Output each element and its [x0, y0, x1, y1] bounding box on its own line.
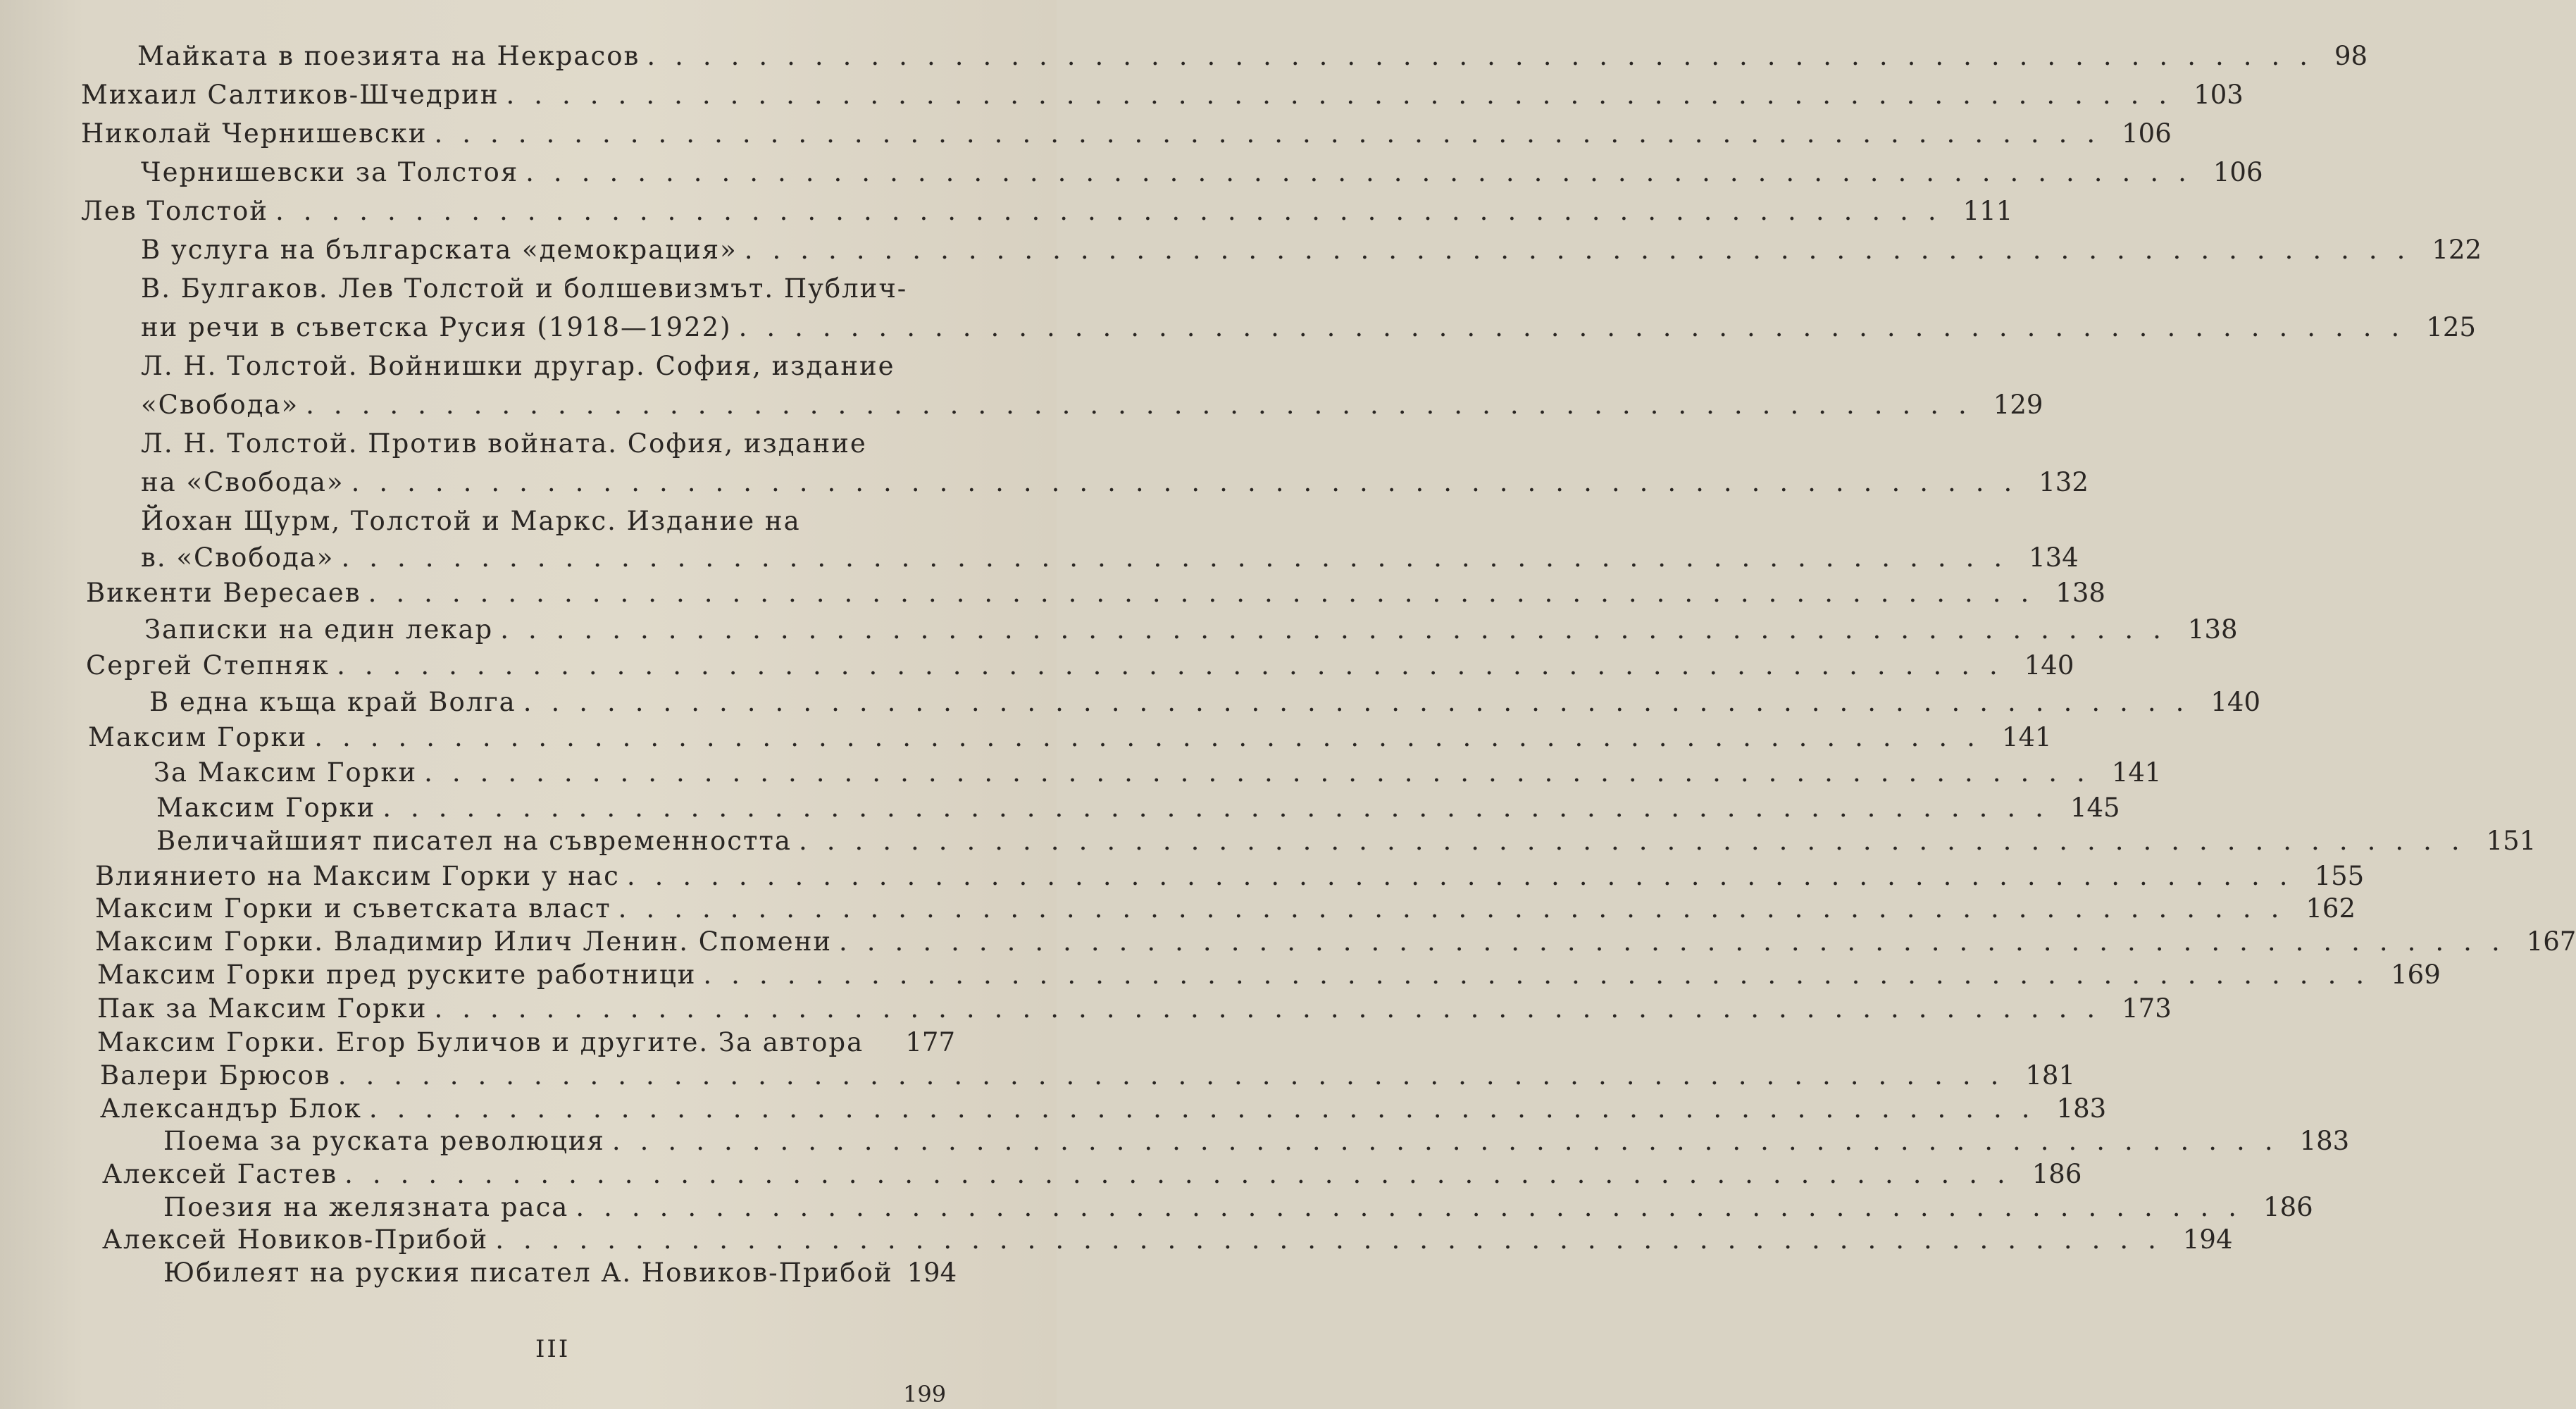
- dot-leader: ............................................................: [314, 722, 1995, 752]
- toc-entry-title: Л. Н. Толстой. Войнишки другар. София, издание: [141, 351, 895, 381]
- toc-entry-title: Максим Горки. Егор Буличов и другите. За автора: [97, 1027, 864, 1057]
- toc-entry-page: 129: [1993, 390, 2043, 420]
- toc-entry-title: Валери Брюсов: [100, 1060, 331, 1091]
- toc-entry: [141, 467, 2089, 504]
- dot-leader: ............................................................: [798, 826, 2479, 856]
- dot-leader: ............................................................: [341, 542, 2022, 573]
- toc-entry-title: «Свобода»: [141, 390, 299, 420]
- toc-entry: [95, 926, 2576, 963]
- toc-entry-page: 183: [2299, 1126, 2350, 1156]
- dot-leader: ............................................................: [500, 614, 2181, 645]
- toc-entry-page: 138: [2187, 614, 2238, 645]
- dot-leader: ............................................................: [611, 1126, 2293, 1156]
- toc-entry-page: 140: [2024, 650, 2074, 681]
- toc-entry: [163, 1126, 2350, 1162]
- toc-entry-page: 111: [1962, 196, 2013, 226]
- toc-entry-page: 141: [2001, 722, 2052, 752]
- toc-entry-page: 141: [2111, 757, 2162, 788]
- toc-entry-title: Йохан Щурм, Толстой и Маркс. Издание на: [141, 506, 801, 536]
- toc-entry: [100, 1060, 2075, 1097]
- toc-entry-page: 181: [2025, 1060, 2075, 1091]
- toc-entry-title: В една къща край Волга: [149, 687, 516, 717]
- toc-entry: [154, 757, 2162, 794]
- toc-entry-page: 155: [2314, 861, 2365, 891]
- toc-entry-page: 98: [2334, 41, 2368, 71]
- toc-entry: [95, 893, 2356, 930]
- toc-entry-title: Алексей Новиков-Прибой: [102, 1224, 489, 1255]
- toc-entry-title: Сергей Степняк: [86, 650, 330, 681]
- toc-entry-title: Поезия на желязната раса: [163, 1192, 569, 1222]
- toc-entry-title: Майката в поезията на Некрасов: [137, 41, 640, 71]
- dot-leader: ............................................................: [525, 157, 2206, 187]
- toc-entry: [97, 960, 2441, 996]
- toc-entry-page: 106: [2122, 118, 2172, 149]
- toc-entry-title: Л. Н. Толстой. Против войната. София, издание: [141, 428, 867, 459]
- dot-leader: ............................................................: [368, 1093, 2050, 1124]
- toc-entry-title: За Максим Горки: [154, 757, 418, 788]
- toc-entry: [137, 41, 2368, 77]
- dot-leader: ............................................................: [351, 467, 2032, 497]
- toc-entry: [141, 351, 895, 387]
- toc-entry-page: 132: [2039, 467, 2089, 497]
- toc-entry-title: Викенти Вересаев: [86, 578, 361, 608]
- dot-leader: ............................................................: [495, 1224, 2176, 1255]
- toc-entry-title: ни речи в съветска Русия (1918—1922): [141, 312, 732, 342]
- toc-entry-page: 173: [2122, 993, 2172, 1024]
- toc-entry: [141, 312, 2476, 349]
- toc-entry: [141, 390, 2043, 426]
- toc-entry-title: Записки на един лекар: [144, 614, 494, 645]
- toc-entry-page: 169: [2391, 960, 2441, 990]
- toc-entry-page: 134: [2029, 542, 2079, 573]
- toc-entry: [100, 1093, 2107, 1130]
- toc-entry-title: в. «Свобода»: [141, 542, 335, 573]
- toc-entry-title: Максим Горки. Владимир Илич Ленин. Спомени: [95, 926, 833, 957]
- toc-entry-title: Чернишевски за Толстоя: [141, 157, 519, 187]
- dot-leader: ............................................................: [337, 650, 2017, 681]
- toc-entry-page: 186: [2031, 1159, 2082, 1189]
- dot-leader: ............................................................: [626, 861, 2308, 891]
- toc-entry: [141, 235, 2482, 271]
- toc-entry-page: 106: [2213, 157, 2263, 187]
- dot-leader: ............................................................: [506, 80, 2187, 110]
- dot-leader: ............................................................: [647, 41, 2328, 71]
- toc-entry-page: 167: [2526, 926, 2576, 957]
- toc-entry: [88, 722, 2052, 759]
- toc-entry-page: 138: [2055, 578, 2105, 608]
- corner-page-number: 199: [903, 1381, 947, 1408]
- toc-entry: [95, 861, 2365, 898]
- toc-entry-title: Максим Горки пред руските работници: [97, 960, 697, 990]
- toc-entry: [163, 1258, 957, 1294]
- toc-entry-page: 125: [2426, 312, 2476, 342]
- dot-leader: ............................................................: [368, 578, 2049, 608]
- toc-entry-title: Николай Чернишевски: [81, 118, 428, 149]
- toc-entry: [156, 826, 2537, 862]
- toc-entry-page: 194: [907, 1258, 957, 1288]
- dot-leader: ............................................................: [344, 1159, 2025, 1189]
- dot-leader: ............................................................: [337, 1060, 2019, 1091]
- toc-entry-page: 186: [2263, 1192, 2313, 1222]
- toc-entry-title: Пак за Максим Горки: [97, 993, 428, 1024]
- toc-entry: [86, 578, 2105, 614]
- toc-entry-title: Александър Блок: [100, 1093, 362, 1124]
- dot-leader: ............................................................: [839, 926, 2520, 957]
- dot-leader: ............................................................: [382, 793, 2063, 823]
- toc-entry-title: В услуга на българската «демокрация»: [141, 235, 738, 265]
- toc-entry: [141, 157, 2263, 194]
- toc-entry-title: Поема за руската революция: [163, 1126, 605, 1156]
- toc-entry-page: 194: [2182, 1224, 2233, 1255]
- toc-entry-title: Лев Толстой: [81, 196, 268, 226]
- toc-entry: [81, 80, 2244, 116]
- toc-entry-title: Максим Горки: [156, 793, 376, 823]
- dot-leader: ............................................................: [744, 235, 2425, 265]
- dot-leader: ............................................................: [424, 757, 2105, 788]
- toc-entry-title: Алексей Гастев: [102, 1159, 338, 1189]
- toc-entry: [97, 993, 2172, 1030]
- toc-entry-page: 177: [905, 1027, 955, 1057]
- toc-entry: [97, 1027, 955, 1064]
- toc-entry: [86, 650, 2074, 687]
- dot-leader: ............................................................: [306, 390, 1986, 420]
- toc-entry: [102, 1224, 2233, 1261]
- toc-entry: [81, 118, 2172, 155]
- toc-entry-page: 145: [2070, 793, 2120, 823]
- toc-entry: [141, 428, 891, 465]
- toc-entry-title: Михаил Салтиков-Шчедрин: [81, 80, 499, 110]
- toc-entry: [144, 614, 2238, 651]
- toc-entry: [141, 542, 2079, 579]
- toc-entry: [163, 1192, 2313, 1229]
- toc-entry-page: 151: [2486, 826, 2537, 856]
- dot-leader: ............................................................: [275, 196, 1956, 226]
- dot-leader: ............................................................: [575, 1192, 2257, 1222]
- toc-entry: [102, 1159, 2082, 1196]
- toc-entry-page: 162: [2306, 893, 2356, 924]
- toc-entry-title: Юбилеят на руския писател А. Новиков-Прибой: [163, 1258, 893, 1288]
- toc-entry-title: Величайшият писател на съвременността: [156, 826, 792, 856]
- dot-leader: ............................................................: [738, 312, 2420, 342]
- toc-entry: [141, 273, 908, 310]
- dot-leader: ............................................................: [434, 993, 2115, 1024]
- dot-leader: ............................................................: [618, 893, 2299, 924]
- toc-entry-title: В. Булгаков. Лев Толстой и болшевизмът. Публич-: [141, 273, 908, 304]
- toc-entry: [81, 196, 2013, 232]
- toc-entry-title: Максим Горки и съветската власт: [95, 893, 611, 924]
- dot-leader: ............................................................: [703, 960, 2384, 990]
- toc-entry-title: Максим Горки: [88, 722, 308, 752]
- toc-entry: [149, 687, 2261, 724]
- dot-leader: ............................................................: [434, 118, 2115, 149]
- toc-entry: [156, 793, 2120, 829]
- toc-entry-title: на «Свобода»: [141, 467, 344, 497]
- toc-entry-page: 103: [2194, 80, 2244, 110]
- page-number-roman: III: [535, 1335, 571, 1363]
- toc-entry-title: Влиянието на Максим Горки у нас: [95, 861, 620, 891]
- toc-entry: [141, 506, 891, 542]
- toc-entry-page: 140: [2210, 687, 2261, 717]
- dot-leader: ............................................................: [523, 687, 2204, 717]
- toc-entry-page: 122: [2432, 235, 2482, 265]
- toc-entry-page: 183: [2056, 1093, 2107, 1124]
